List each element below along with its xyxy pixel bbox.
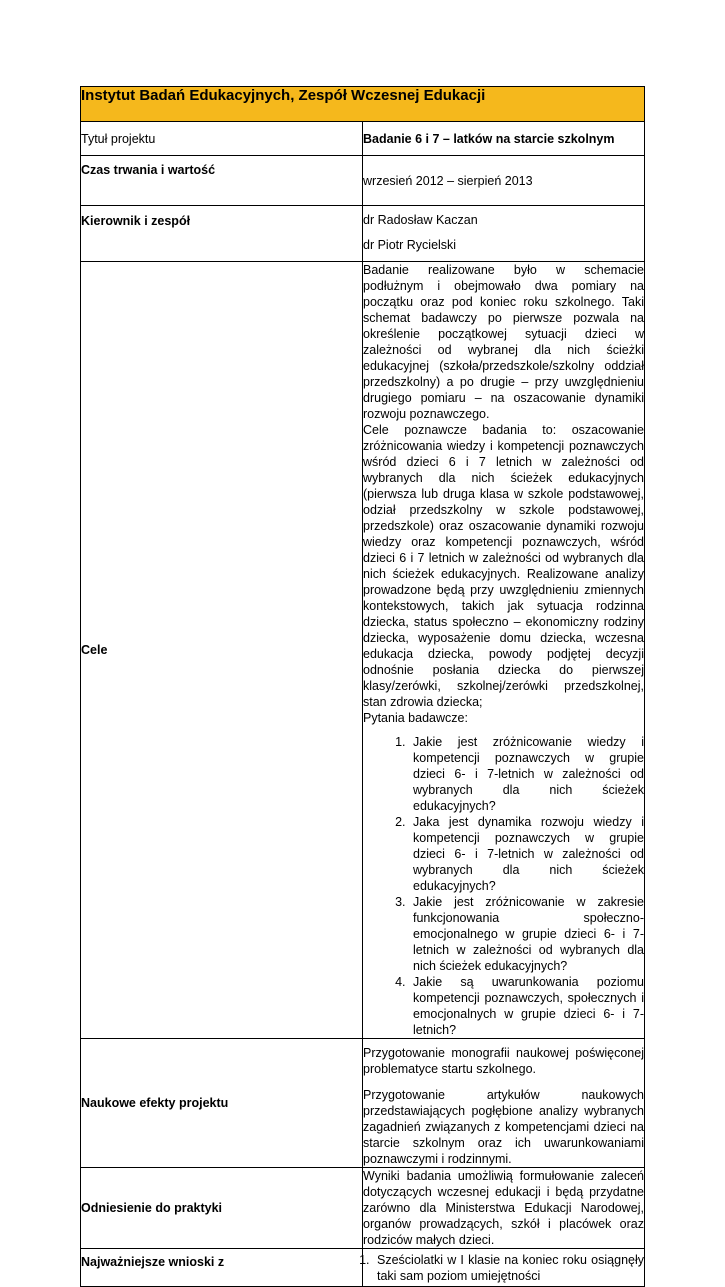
manager-label: Kierownik i zespół — [81, 206, 363, 262]
effects-value — [363, 1039, 645, 1168]
team-member: dr Radosław Kaczan — [363, 213, 478, 227]
goals-paragraph-1: Badanie realizowane było w schemacie podłużnym i obejmowało dwa pomiary na początku oraz pod koniec roku szkolnego. Taki schemat badawczy po pierwsze pozwala na określenie początkowej sytuacji dzieci w zależności od wybranej dla nich ścieżki edukacyjnej (szkoła/przedszkole/szkolny oddział przedszkolny) a po drugie – przy uwzględnieniu drugiego pomiaru – na oszacowanie dynamiki rozwoju poznawczego. — [363, 263, 644, 421]
effects-paragraph-2: Przygotowanie artykułów naukowych przedstawiających pogłębione analizy wybranych zagadnień związanych z kompetencjami dzieci na starcie szkolnym oraz ich uwarunkowaniami poznawczymi i rodzinnymi. — [363, 1088, 644, 1166]
title-row — [81, 122, 645, 156]
manager-value — [363, 206, 645, 262]
goals-row — [81, 262, 645, 1039]
project-table — [80, 86, 645, 1287]
effects-label: Naukowe efekty projektu — [81, 1039, 363, 1168]
list-item: 3. Jakie jest zróżnicowanie w zakresie funkcjonowania społeczno-emocjonalnego w grupie dzieci 6- i 7-letnich w zależności od wybranych dla nich ścieżek edukacyjnych? — [409, 894, 644, 974]
effects-paragraph-1: Przygotowanie monografii naukowej poświęconej problematyce startu szkolnego. — [363, 1046, 644, 1076]
duration-label: Czas trwania i wartość — [81, 156, 363, 206]
practice-row — [81, 1168, 645, 1249]
list-item: 1. Sześciolatki w I klasie na koniec roku osiągnęły taki sam poziom umiejętności — [373, 1252, 644, 1284]
title-label: Tytuł projektu — [81, 122, 363, 156]
practice-value: Wyniki badania umożliwią formułowanie zaleceń dotyczących wczesnej edukacji i będą przydatne zarówno dla Ministerstwa Edukacji Narodowej, organów prowadzących, szkół i placówek oraz rodziców małych dzieci. — [363, 1169, 644, 1247]
list-item: 2. Jaka jest dynamika rozwoju wiedzy i kompetencji poznawczych w grupie dzieci 6- i 7-letnich w zależności od wybranych dla nich ścieżek edukacyjnych? — [409, 814, 644, 894]
duration-value: wrzesień 2012 – sierpień 2013 — [363, 156, 645, 206]
practice-label: Odniesienie do praktyki — [81, 1168, 363, 1249]
conclusions-row — [81, 1249, 645, 1287]
conclusions-value — [363, 1249, 645, 1287]
manager-row — [81, 206, 645, 262]
institution-title: Instytut Badań Edukacyjnych, Zespół Wczesnej Edukacji — [81, 87, 645, 122]
research-questions-list — [363, 734, 644, 1038]
conclusions-list — [363, 1252, 644, 1284]
list-item: 1. Jakie jest zróżnicowanie wiedzy i kompetencji poznawczych w grupie dzieci 6- i 7-letnich w zależności od wybranych dla nich ścieżek edukacyjnych? — [409, 734, 644, 814]
goals-value — [363, 262, 645, 1039]
list-item: 4. Jakie są uwarunkowania poziomu kompetencji poznawczych, społecznych i emocjonalnych w grupie dzieci 6- i 7-letnich? — [409, 974, 644, 1038]
goals-paragraph-2: Cele poznawcze badania to: oszacowanie zróżnicowania wiedzy i kompetencji poznawczych wśród dzieci 6 i 7 letnich w zależności od wybranych dla nich ścieżek edukacyjnych (pierwsza lub druga klasa w szkole podstawowej, odział przedszkolny w szkole podstawowej, przedszkole) oraz oszacowanie dynamiki rozwoju wiedzy oraz kompetencji poznawczych, wśród dzieci 6 i 7 letnich w zależności od wybranych dla nich ścieżek edukacyjnych. Realizowane analizy prowadzone będą przy uwzględnieniu zmiennych kontekstowych, takich jak sytuacja rodzinna dziecka, status społeczno – ekonomiczny rodziny dziecka, wyposażenie domu dziecka, wczesna edukacja dziecka, powody podjętej decyzji odnośnie posłania dziecka do pierwszej klasy/zerówki, szkolnej/zerówki przedszkolnej, stan zdrowia dziecka; — [363, 423, 644, 709]
project-title: Badanie 6 i 7 – latków na starcie szkolnym — [363, 122, 645, 156]
goals-label: Cele — [81, 262, 363, 1039]
conclusions-label: Najważniejsze wnioski z — [81, 1249, 363, 1287]
team-member: dr Piotr Rycielski — [363, 238, 457, 252]
duration-row — [81, 156, 645, 206]
header-row — [81, 87, 645, 122]
effects-row — [81, 1039, 645, 1168]
research-questions-heading: Pytania badawcze: — [363, 711, 468, 725]
